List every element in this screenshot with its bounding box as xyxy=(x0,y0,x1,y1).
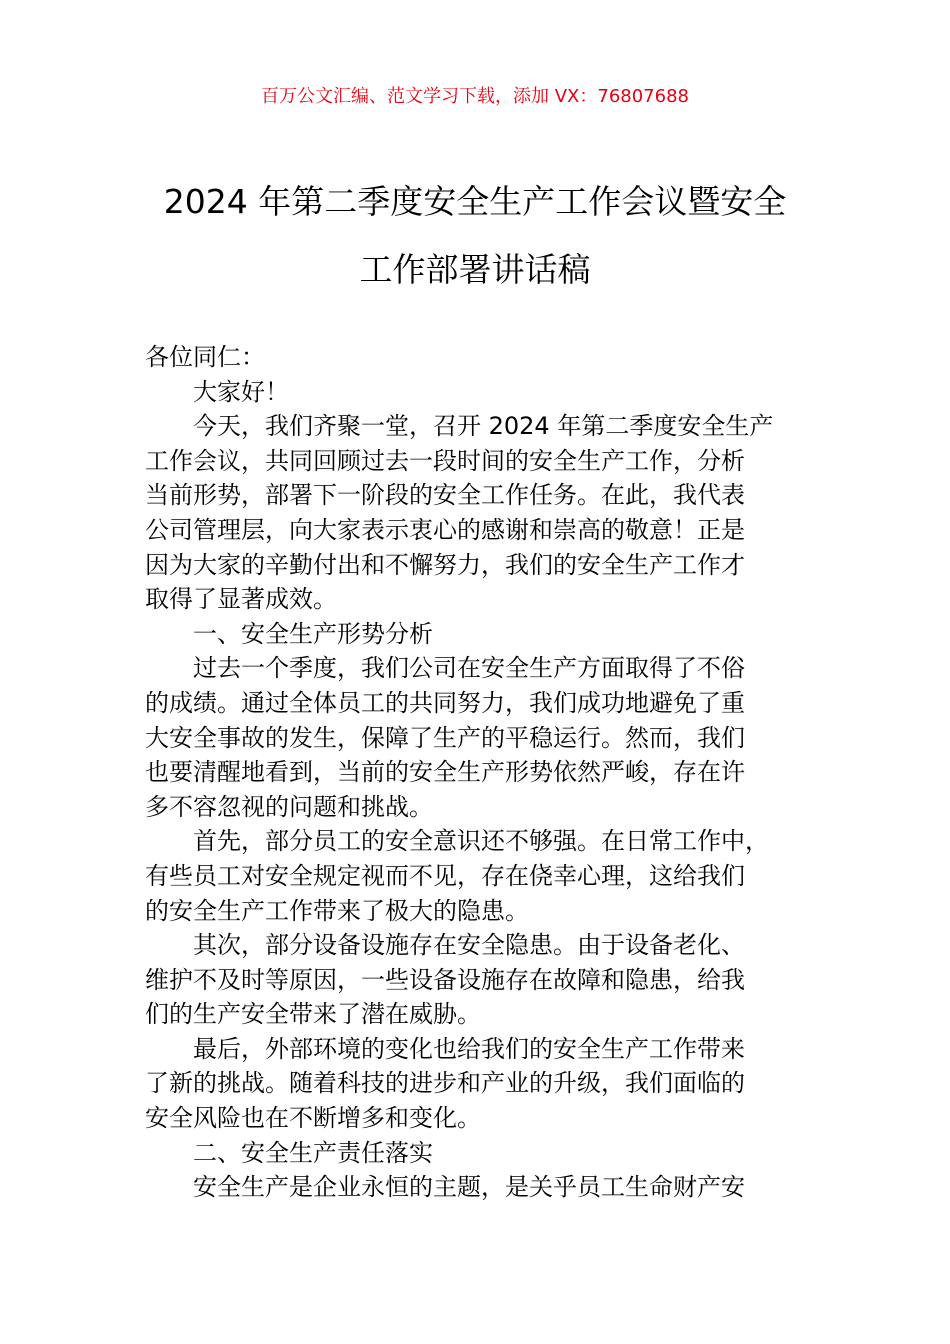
body-line: 工作会议，共同回顾过去一段时间的安全生产工作，分析 xyxy=(145,446,745,475)
body-line: 安全风险也在不断增多和变化。 xyxy=(145,1104,481,1133)
body-line: 今天，我们齐聚一堂，召开 2024 年第二季度安全生产 xyxy=(193,412,774,441)
document-title-line-1: 2024 年第二季度安全生产工作会议暨安全 xyxy=(163,182,787,221)
body-line: 各位同仁： xyxy=(145,343,265,371)
watermark-text: 百万公文汇编、范文学习下载，添加 VX：76807688 xyxy=(261,86,689,107)
body-line: 其次，部分设备设施存在安全隐患。由于设备老化、 xyxy=(193,931,745,960)
body-line: 一、安全生产形势分析 xyxy=(193,619,433,648)
body-line: 当前形势，部署下一阶段的安全工作任务。在此，我代表 xyxy=(145,481,745,510)
body-line: 了新的挑战。随着科技的进步和产业的升级，我们面临的 xyxy=(145,1069,745,1098)
body-line: 过去一个季度，我们公司在安全生产方面取得了不俗 xyxy=(193,654,745,683)
body-line: 安全生产是企业永恒的主题，是关乎员工生命财产安 xyxy=(193,1173,745,1202)
body-line: 取得了显著成效。 xyxy=(145,585,337,614)
body-line: 因为大家的辛勤付出和不懈努力，我们的安全生产工作才 xyxy=(145,550,745,579)
body-line: 维护不及时等原因，一些设备设施存在故障和隐患，给我 xyxy=(145,965,745,994)
body-line: 多不容忽视的问题和挑战。 xyxy=(145,792,433,821)
body-line: 公司管理层，向大家表示衷心的感谢和崇高的敬意！正是 xyxy=(145,515,745,544)
body-line: 首先，部分员工的安全意识还不够强。在日常工作中， xyxy=(193,827,769,856)
document-body xyxy=(145,340,827,1205)
document-title-line-2: 工作部署讲话稿 xyxy=(359,250,591,289)
body-line: 大安全事故的发生，保障了生产的平稳运行。然而，我们 xyxy=(145,723,745,752)
body-line: 也要清醒地看到，当前的安全生产形势依然严峻，存在许 xyxy=(145,758,745,787)
body-line: 二、安全生产责任落实 xyxy=(193,1138,433,1167)
body-line: 们的生产安全带来了潜在威胁。 xyxy=(145,1000,481,1029)
body-line: 最后，外部环境的变化也给我们的安全生产工作带来 xyxy=(193,1034,745,1063)
body-line: 的安全生产工作带来了极大的隐患。 xyxy=(145,896,529,925)
body-line: 大家好！ xyxy=(193,377,289,406)
body-line: 有些员工对安全规定视而不见，存在侥幸心理，这给我们 xyxy=(145,861,745,890)
body-line: 的成绩。通过全体员工的共同努力，我们成功地避免了重 xyxy=(145,688,745,717)
